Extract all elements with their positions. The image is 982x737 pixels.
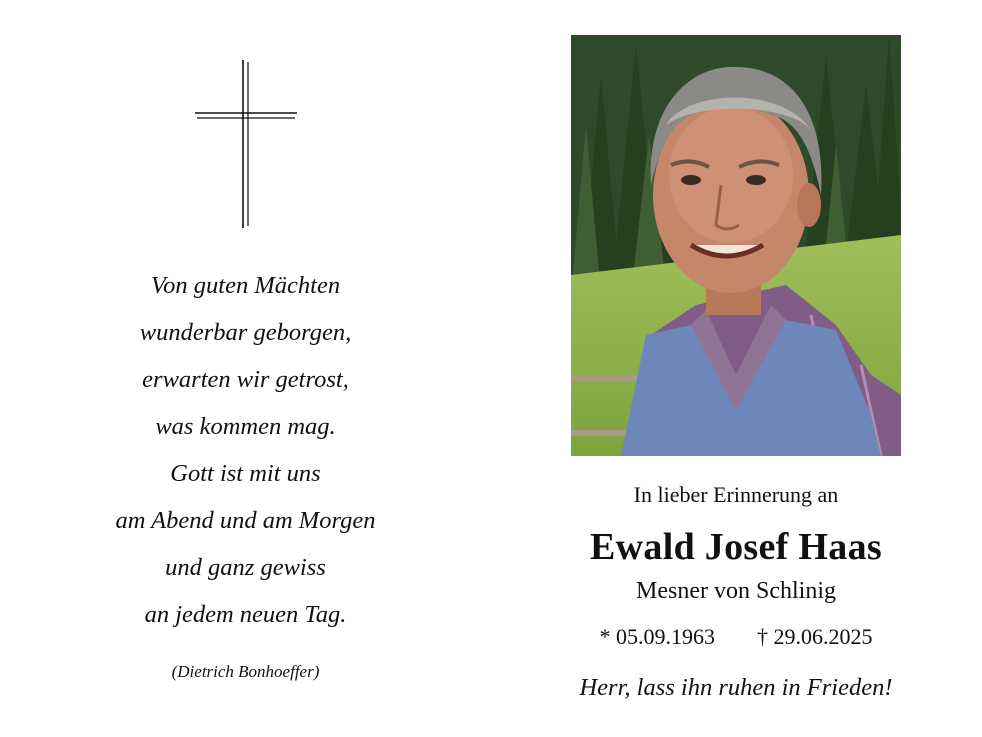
poem-line: Gott ist mit uns: [170, 460, 321, 487]
poem: [0, 262, 491, 638]
poem-line: an jedem neuen Tag.: [144, 601, 347, 628]
poem-line: und ganz gewiss: [165, 554, 326, 581]
poem-line: am Abend und am Morgen: [115, 507, 376, 534]
poem-line: Von guten Mächten: [150, 272, 341, 299]
deceased-name: Ewald Josef Haas: [590, 526, 882, 568]
cross-icon: [193, 60, 299, 228]
poem-line: erwarten wir getrost,: [142, 366, 349, 393]
deceased-role: Mesner von Schlinig: [636, 578, 836, 604]
poem-line: wunderbar geborgen,: [139, 319, 352, 346]
portrait-photo: [571, 35, 901, 456]
death-date: † 29.06.2025: [757, 624, 873, 649]
memorial-intro: In lieber Erinnerung an: [633, 482, 839, 507]
life-dates: [540, 624, 932, 650]
farewell-prayer: Herr, lass ihn ruhen in Frieden!: [579, 674, 893, 701]
birth-date: * 05.09.1963: [599, 624, 715, 649]
poem-attribution: (Dietrich Bonhoeffer): [171, 662, 320, 681]
poem-line: was kommen mag.: [155, 413, 336, 440]
